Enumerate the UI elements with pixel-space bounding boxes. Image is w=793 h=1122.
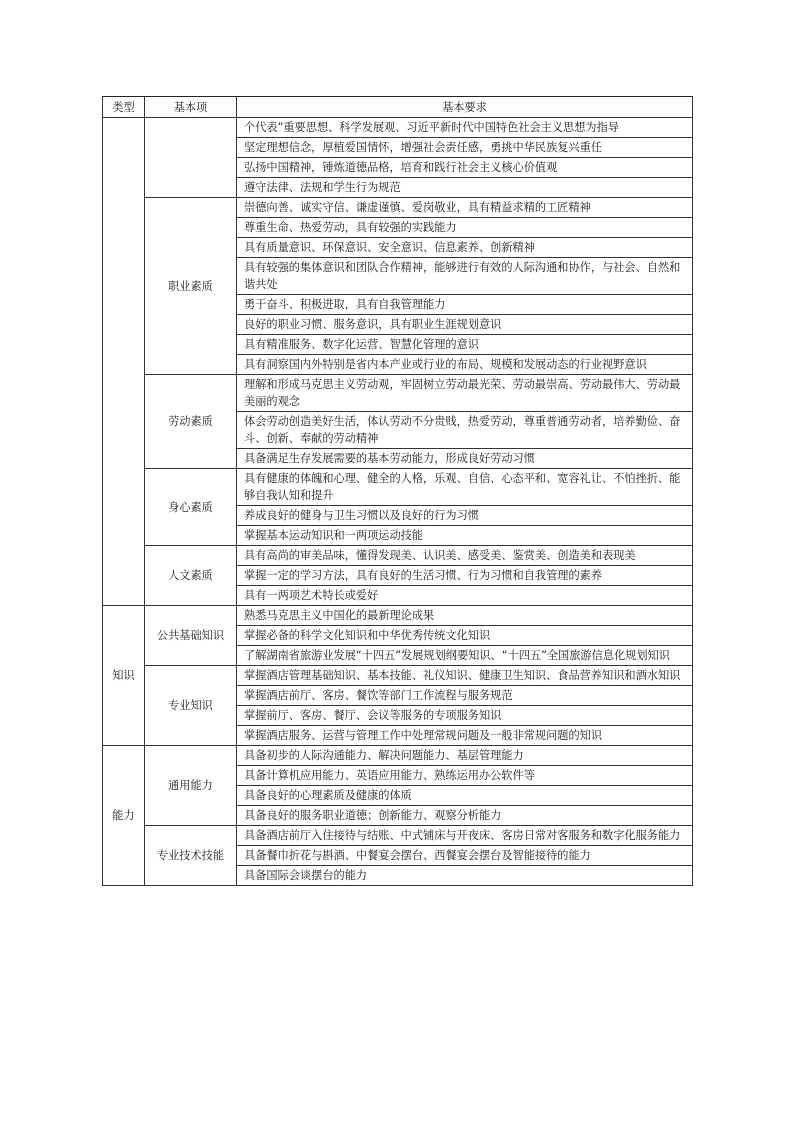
table-row <box>103 118 693 138</box>
requirement-cell: 熟悉马克思主义中国化的最新理论成果 <box>237 606 693 626</box>
requirement-cell: 养成良好的健身与卫生习惯以及良好的行为习惯 <box>237 506 693 526</box>
requirement-cell: 坚定理想信念，厚植爱国情怀，增强社会责任感，勇挑中华民族复兴重任 <box>237 138 693 158</box>
table-row <box>103 198 693 218</box>
table-row <box>103 469 693 506</box>
table-row <box>103 746 693 766</box>
table-row <box>103 375 693 412</box>
table-row <box>103 826 693 846</box>
table-row <box>103 546 693 566</box>
item-cell: 专业技术技能 <box>145 826 237 886</box>
requirement-cell: 掌握必备的科学文化知识和中华优秀传统文化知识 <box>237 626 693 646</box>
header-item: 基本项 <box>145 97 237 118</box>
requirement-cell: 掌握一定的学习方法，具有良好的生活习惯、行为习惯和自我管理的素养 <box>237 566 693 586</box>
requirement-cell: 具备餐巾折花与斟酒、中餐宴会摆台、西餐宴会摆台及智能接待的能力 <box>237 846 693 866</box>
requirement-cell: 掌握酒店管理基础知识、基本技能、礼仪知识、健康卫生知识、食品营养知识和酒水知识 <box>237 666 693 686</box>
requirement-cell: 具有质量意识、环保意识、安全意识、信息素养、创新精神 <box>237 238 693 258</box>
requirement-cell: 掌握酒店服务、运营与管理工作中处理常规问题及一般非常规问题的知识 <box>237 726 693 746</box>
requirement-cell: 勇于奋斗、积极进取，具有自我管理能力 <box>237 295 693 315</box>
requirement-cell: 具有健康的体魄和心理、健全的人格，乐观、自信、心态平和、宽容礼让、不怕挫折、能够自我认知和提升 <box>237 469 693 506</box>
requirement-cell: 具有高尚的审美品味，懂得发现美、认识美、感受美、鉴赏美、创造美和表现美 <box>237 546 693 566</box>
requirements-table <box>102 96 693 886</box>
requirement-cell: 了解湖南省旅游业发展“十四五”发展规划纲要知识、“十四五”全国旅游信息化规划知识 <box>237 646 693 666</box>
requirement-cell: 具有洞察国内外特别是省内本产业或行业的布局、规模和发展动态的行业视野意识 <box>237 355 693 375</box>
requirement-cell: 掌握基本运动知识和一两项运动技能 <box>237 526 693 546</box>
item-cell: 职业素质 <box>145 198 237 375</box>
requirement-cell: 具备良好的心理素质及健康的体质 <box>237 786 693 806</box>
requirement-cell: 具有较强的集体意识和团队合作精神，能够进行有效的人际沟通和协作，与社会、自然和谐共处 <box>237 258 693 295</box>
category-cell: 知识 <box>103 606 145 746</box>
item-cell: 人文素质 <box>145 546 237 606</box>
requirement-cell: 具备计算机应用能力、英语应用能力、熟练运用办公软件等 <box>237 766 693 786</box>
header-row <box>103 97 693 118</box>
item-cell: 身心素质 <box>145 469 237 546</box>
table-body <box>103 118 693 886</box>
item-cell <box>145 118 237 198</box>
table-row <box>103 666 693 686</box>
requirement-cell: 掌握酒店前厅、客房、餐饮等部门工作流程与服务规范 <box>237 686 693 706</box>
requirement-cell: 具备初步的人际沟通能力、解决问题能力、基层管理能力 <box>237 746 693 766</box>
requirement-cell: 掌握前厅、客房、餐厅、会议等服务的专项服务知识 <box>237 706 693 726</box>
requirement-cell: 弘扬中国精神，锤炼道德品格，培育和践行社会主义核心价值观 <box>237 158 693 178</box>
requirement-cell: 具有精准服务、数字化运营、智慧化管理的意识 <box>237 335 693 355</box>
requirement-cell: 遵守法律、法规和学生行为规范 <box>237 178 693 198</box>
requirement-cell: 理解和形成马克思主义劳动观，牢固树立劳动最光荣、劳动最崇高、劳动最伟大、劳动最美丽的观念 <box>237 375 693 412</box>
requirement-cell: 具备满足生存发展需要的基本劳动能力，形成良好劳动习惯 <box>237 449 693 469</box>
category-cell: 能力 <box>103 746 145 886</box>
table-row <box>103 606 693 626</box>
requirement-cell: 具备良好的服务职业道德；创新能力、观察分析能力 <box>237 806 693 826</box>
item-cell: 公共基础知识 <box>145 606 237 666</box>
item-cell: 劳动素质 <box>145 375 237 469</box>
requirement-cell: 个代表”重要思想、科学发展观、习近平新时代中国特色社会主义思想为指导 <box>237 118 693 138</box>
header-requirement: 基本要求 <box>237 97 693 118</box>
requirement-cell: 崇德向善、诚实守信、谦虚谨慎、爱岗敬业，具有精益求精的工匠精神 <box>237 198 693 218</box>
requirement-cell: 具备酒店前厅入住接待与结账、中式铺床与开夜床、客房日常对客服务和数字化服务能力 <box>237 826 693 846</box>
requirement-cell: 体会劳动创造美好生活，体认劳动不分贵贱，热爱劳动，尊重普通劳动者，培养勤俭、奋斗、创新、奉献的劳动精神 <box>237 412 693 449</box>
requirement-cell: 良好的职业习惯、服务意识，具有职业生涯规划意识 <box>237 315 693 335</box>
requirement-cell: 尊重生命、热爱劳动，具有较强的实践能力 <box>237 218 693 238</box>
header-type: 类型 <box>103 97 145 118</box>
requirement-cell: 具有一两项艺术特长或爱好 <box>237 586 693 606</box>
item-cell: 专业知识 <box>145 666 237 746</box>
requirement-cell: 具备国际会谈摆台的能力 <box>237 866 693 886</box>
item-cell: 通用能力 <box>145 746 237 826</box>
category-cell <box>103 118 145 606</box>
